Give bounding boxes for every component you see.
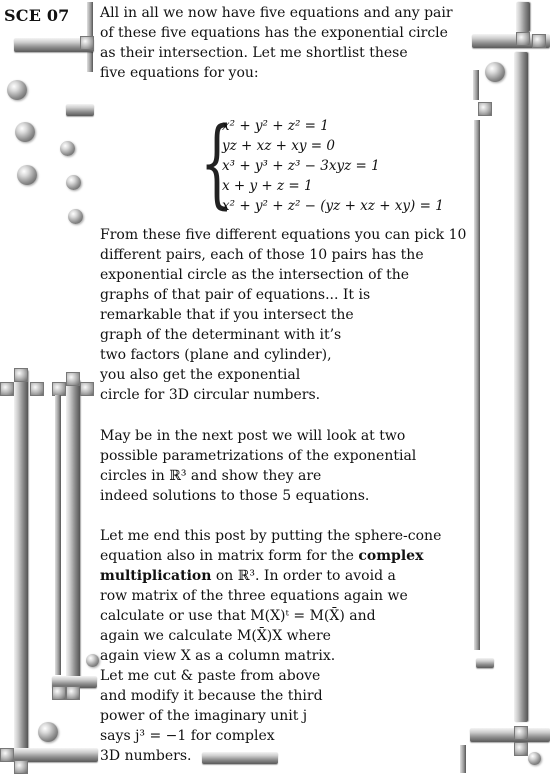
ball-7 (86, 654, 99, 667)
text-line: possible parametrizations of the exponential (100, 448, 417, 464)
text-line (100, 546, 441, 566)
text-line: again we calculate M(X̄)X where (100, 628, 331, 644)
left-block-9 (0, 748, 14, 762)
right-block-2 (532, 34, 546, 48)
closing-paragraph (100, 526, 441, 766)
pairs-paragraph (100, 225, 466, 405)
next-post-paragraph (100, 426, 416, 506)
equation-2: yz + xz + xy = 0 (222, 138, 335, 154)
ball-10 (528, 752, 541, 765)
text-line: circles in ℝ³ and show they are (100, 468, 322, 484)
right-block-1 (516, 32, 530, 46)
text-line: you also get the exponential (100, 367, 301, 383)
bold-term: multiplication (100, 568, 212, 584)
text-line: From these five different equations you can pick 10 (100, 227, 467, 243)
text-line: again view X as a column matrix. (100, 648, 336, 664)
left-block-1 (14, 368, 28, 382)
text-line (100, 566, 441, 586)
left-block-7 (66, 686, 80, 700)
text-run: equation also in matrix form for the (100, 548, 359, 564)
text-line: Let me cut & paste from above (100, 668, 321, 684)
left-block-2 (0, 382, 14, 396)
right-block-5 (514, 742, 528, 756)
text-line: calculate or use that M(X)ᵗ = M(X̄) and (100, 608, 376, 624)
text-line: graph of the determinant with it’s (100, 327, 342, 343)
right-bottom-rod (460, 745, 466, 773)
intro-line: of these five equations has the exponential circle (100, 25, 448, 41)
text-line: remarkable that if you intersect the (100, 307, 354, 323)
intro-line: All in all we now have five equations and any pair (100, 5, 453, 21)
text-line: graphs of that pair of equations... It is (100, 287, 371, 303)
left-thin-rod (55, 395, 61, 675)
right-horizontal-bar-bottom (470, 728, 550, 742)
right-block-4 (514, 726, 528, 740)
left-vertical-bar-1 (14, 370, 28, 750)
left-block-6 (80, 382, 94, 396)
text-line: exponential circle as the intersection of the (100, 267, 410, 283)
left-block-4 (66, 372, 80, 386)
intro-paragraph (100, 3, 453, 83)
page-title: SCE 07 (4, 6, 70, 25)
text-run: on ℝ³. In order to avoid a (211, 568, 396, 584)
equation-1: x² + y² + z² = 1 (222, 118, 329, 134)
text-line: circle for 3D circular numbers. (100, 387, 321, 403)
text-line: different pairs, each of those 10 pairs has the (100, 247, 424, 263)
ball-9 (485, 62, 505, 82)
left-block-5 (52, 382, 66, 396)
text-line: 3D numbers. (100, 748, 192, 764)
ball-5 (66, 175, 81, 190)
equation-5: x² + y² + z² − (yz + xz + xy) = 1 (222, 198, 444, 214)
left-small-bar (66, 104, 94, 116)
equation-4: x + y + z = 1 (222, 178, 313, 194)
left-block-8 (52, 686, 66, 700)
left-block-10 (14, 760, 28, 774)
intro-line: as their intersection. Let me shortlist these (100, 45, 408, 61)
text-line: says j³ = −1 for complex (100, 728, 275, 744)
text-line: indeed solutions to those 5 equations. (100, 488, 370, 504)
text-line: two factors (plane and cylinder), (100, 347, 332, 363)
right-small-bar (476, 658, 494, 668)
text-line: power of the imaginary unit j (100, 708, 308, 724)
right-block-3 (478, 102, 492, 116)
ball-6 (68, 209, 83, 224)
right-thin-rod-2 (474, 120, 480, 650)
left-brace: { (200, 107, 234, 219)
text-line: May be in the next post we will look at two (100, 428, 406, 444)
right-vertical-bar-main (514, 52, 528, 722)
ball-4 (17, 165, 37, 185)
left-vertical-bar-2 (66, 380, 80, 680)
ball-3 (60, 141, 75, 156)
top-left-block (80, 36, 94, 50)
right-thin-rod (473, 70, 479, 100)
text-line: Let me end this post by putting the sphere-cone (100, 528, 442, 544)
bold-term: complex (358, 548, 424, 564)
equation-3: x³ + y³ + z³ − 3xyz = 1 (222, 158, 380, 174)
ball-2 (15, 122, 35, 142)
left-block-3 (30, 382, 44, 396)
text-line: and modify it because the third (100, 688, 323, 704)
ball-1 (7, 80, 27, 100)
ball-8 (38, 722, 58, 742)
right-vertical-bar-top (516, 2, 530, 32)
text-line: row matrix of the three equations again we (100, 588, 408, 604)
intro-line: five equations for you: (100, 65, 259, 81)
